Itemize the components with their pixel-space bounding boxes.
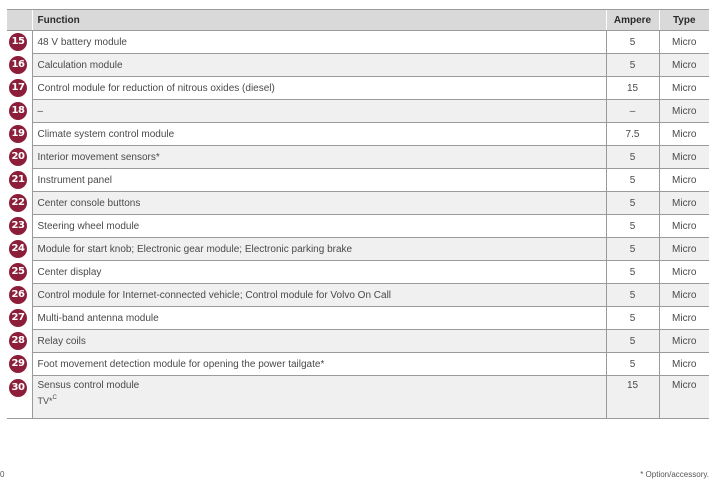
ampere-cell: 15 (606, 376, 659, 419)
table-row (7, 31, 709, 54)
function-cell (32, 100, 606, 123)
header-function: Function (32, 10, 606, 31)
fuse-number-cell (7, 307, 32, 330)
ampere-cell: 5 (606, 31, 659, 54)
fuse-number-cell (7, 215, 32, 238)
fuse-number-cell (7, 31, 32, 54)
fuse-number-badge: 17 (9, 79, 27, 97)
type-cell: Micro (659, 100, 709, 123)
ampere-cell: 5 (606, 307, 659, 330)
fuse-number-cell (7, 54, 32, 77)
header-ampere: Ampere (606, 10, 659, 31)
table-row (7, 77, 709, 100)
fuse-number-badge: 19 (9, 125, 27, 143)
fuse-number-cell (7, 77, 32, 100)
ampere-cell: 5 (606, 169, 659, 192)
table-row (7, 307, 709, 330)
type-cell: Micro (659, 192, 709, 215)
fuse-number-badge: 23 (9, 217, 27, 235)
function-subline-text: TV* (37, 396, 53, 406)
fuse-number-cell (7, 376, 32, 419)
fuse-number-badge: 25 (9, 263, 27, 281)
fuse-number-cell (7, 146, 32, 169)
type-cell: Micro (659, 123, 709, 146)
ampere-cell: 5 (606, 54, 659, 77)
table-row (7, 123, 709, 146)
table-header (7, 10, 709, 31)
fuse-number-badge: 22 (9, 194, 27, 212)
fuse-number-badge: 27 (9, 309, 27, 327)
function-subline-superscript: C (52, 395, 57, 401)
type-cell: Micro (659, 376, 709, 419)
function-text: Module for start knob; Electronic gear module; Electronic parking brake (37, 243, 353, 255)
ampere-cell: 5 (606, 146, 659, 169)
fuse-table (7, 9, 709, 419)
function-cell (32, 77, 606, 100)
ampere-cell: 7.5 (606, 123, 659, 146)
function-text: Relay coils (37, 335, 86, 347)
table-row (7, 169, 709, 192)
fuse-number-badge: 30 (9, 379, 27, 397)
fuse-number-badge: 20 (9, 148, 27, 166)
function-text: Climate system control module (37, 128, 175, 140)
ampere-cell: 5 (606, 284, 659, 307)
fuse-number-cell (7, 261, 32, 284)
function-cell (32, 284, 606, 307)
function-text: – (37, 105, 44, 117)
table-row (7, 353, 709, 376)
function-cell (32, 123, 606, 146)
fuse-number-cell (7, 169, 32, 192)
fuse-number-badge: 21 (9, 171, 27, 189)
table-row (7, 376, 709, 419)
function-text: Multi-band antenna module (37, 312, 159, 324)
function-cell (32, 215, 606, 238)
ampere-cell: 15 (606, 77, 659, 100)
function-cell (32, 31, 606, 54)
type-cell: Micro (659, 31, 709, 54)
function-cell (32, 376, 606, 419)
function-text: Sensus control module (37, 380, 140, 391)
fuse-number-cell (7, 330, 32, 353)
type-cell: Micro (659, 215, 709, 238)
fuse-number-cell (7, 192, 32, 215)
type-cell: Micro (659, 353, 709, 376)
table-row (7, 238, 709, 261)
function-text: Center console buttons (37, 197, 141, 209)
function-cell (32, 192, 606, 215)
table-body (7, 31, 709, 419)
ampere-cell: 5 (606, 238, 659, 261)
ampere-cell: 5 (606, 215, 659, 238)
fuse-number-badge: 15 (9, 33, 27, 51)
ampere-cell: 5 (606, 192, 659, 215)
function-text: Instrument panel (37, 174, 112, 186)
fuse-number-cell (7, 284, 32, 307)
function-cell (32, 54, 606, 77)
function-text: 48 V battery module (37, 36, 127, 48)
table-row (7, 261, 709, 284)
function-cell (32, 307, 606, 330)
function-cell (32, 169, 606, 192)
function-cell (32, 353, 606, 376)
type-cell: Micro (659, 330, 709, 353)
table-row (7, 100, 709, 123)
function-text: Foot movement detection module for opening the power tailgate* (37, 358, 325, 370)
page-number: 0 (0, 470, 5, 479)
table-row (7, 215, 709, 238)
fuse-number-badge: 26 (9, 286, 27, 304)
fuse-number-badge: 28 (9, 332, 27, 350)
fuse-number-cell (7, 123, 32, 146)
function-text: Steering wheel module (37, 220, 140, 232)
type-cell: Micro (659, 146, 709, 169)
fuse-number-cell (7, 238, 32, 261)
function-text: Control module for reduction of nitrous oxides (diesel) (37, 82, 275, 94)
fuse-number-badge: 29 (9, 355, 27, 373)
function-cell (32, 238, 606, 261)
ampere-cell: – (606, 100, 659, 123)
fuse-number-badge: 16 (9, 56, 27, 74)
ampere-cell: 5 (606, 261, 659, 284)
type-cell: Micro (659, 284, 709, 307)
function-cell (32, 146, 606, 169)
type-cell: Micro (659, 77, 709, 100)
fuse-number-badge: 24 (9, 240, 27, 258)
footnote: * Option/accessory. (640, 470, 709, 479)
function-subline (38, 396, 601, 406)
function-text: Control module for Internet-connected vehicle; Control module for Volvo On Call (37, 289, 392, 301)
type-cell: Micro (659, 238, 709, 261)
fuse-number-cell (7, 353, 32, 376)
ampere-cell: 5 (606, 330, 659, 353)
function-text: Interior movement sensors* (37, 151, 160, 163)
table-row (7, 54, 709, 77)
header-blank (7, 10, 32, 31)
type-cell: Micro (659, 54, 709, 77)
function-cell (32, 330, 606, 353)
function-text: Center display (37, 266, 102, 278)
table-row (7, 284, 709, 307)
header-type: Type (659, 10, 709, 31)
table-row (7, 192, 709, 215)
table-row (7, 146, 709, 169)
function-cell (32, 261, 606, 284)
table-row (7, 330, 709, 353)
function-text: Calculation module (37, 59, 123, 71)
type-cell: Micro (659, 169, 709, 192)
type-cell: Micro (659, 307, 709, 330)
type-cell: Micro (659, 261, 709, 284)
fuse-number-cell (7, 100, 32, 123)
fuse-number-badge: 18 (9, 102, 27, 120)
ampere-cell: 5 (606, 353, 659, 376)
